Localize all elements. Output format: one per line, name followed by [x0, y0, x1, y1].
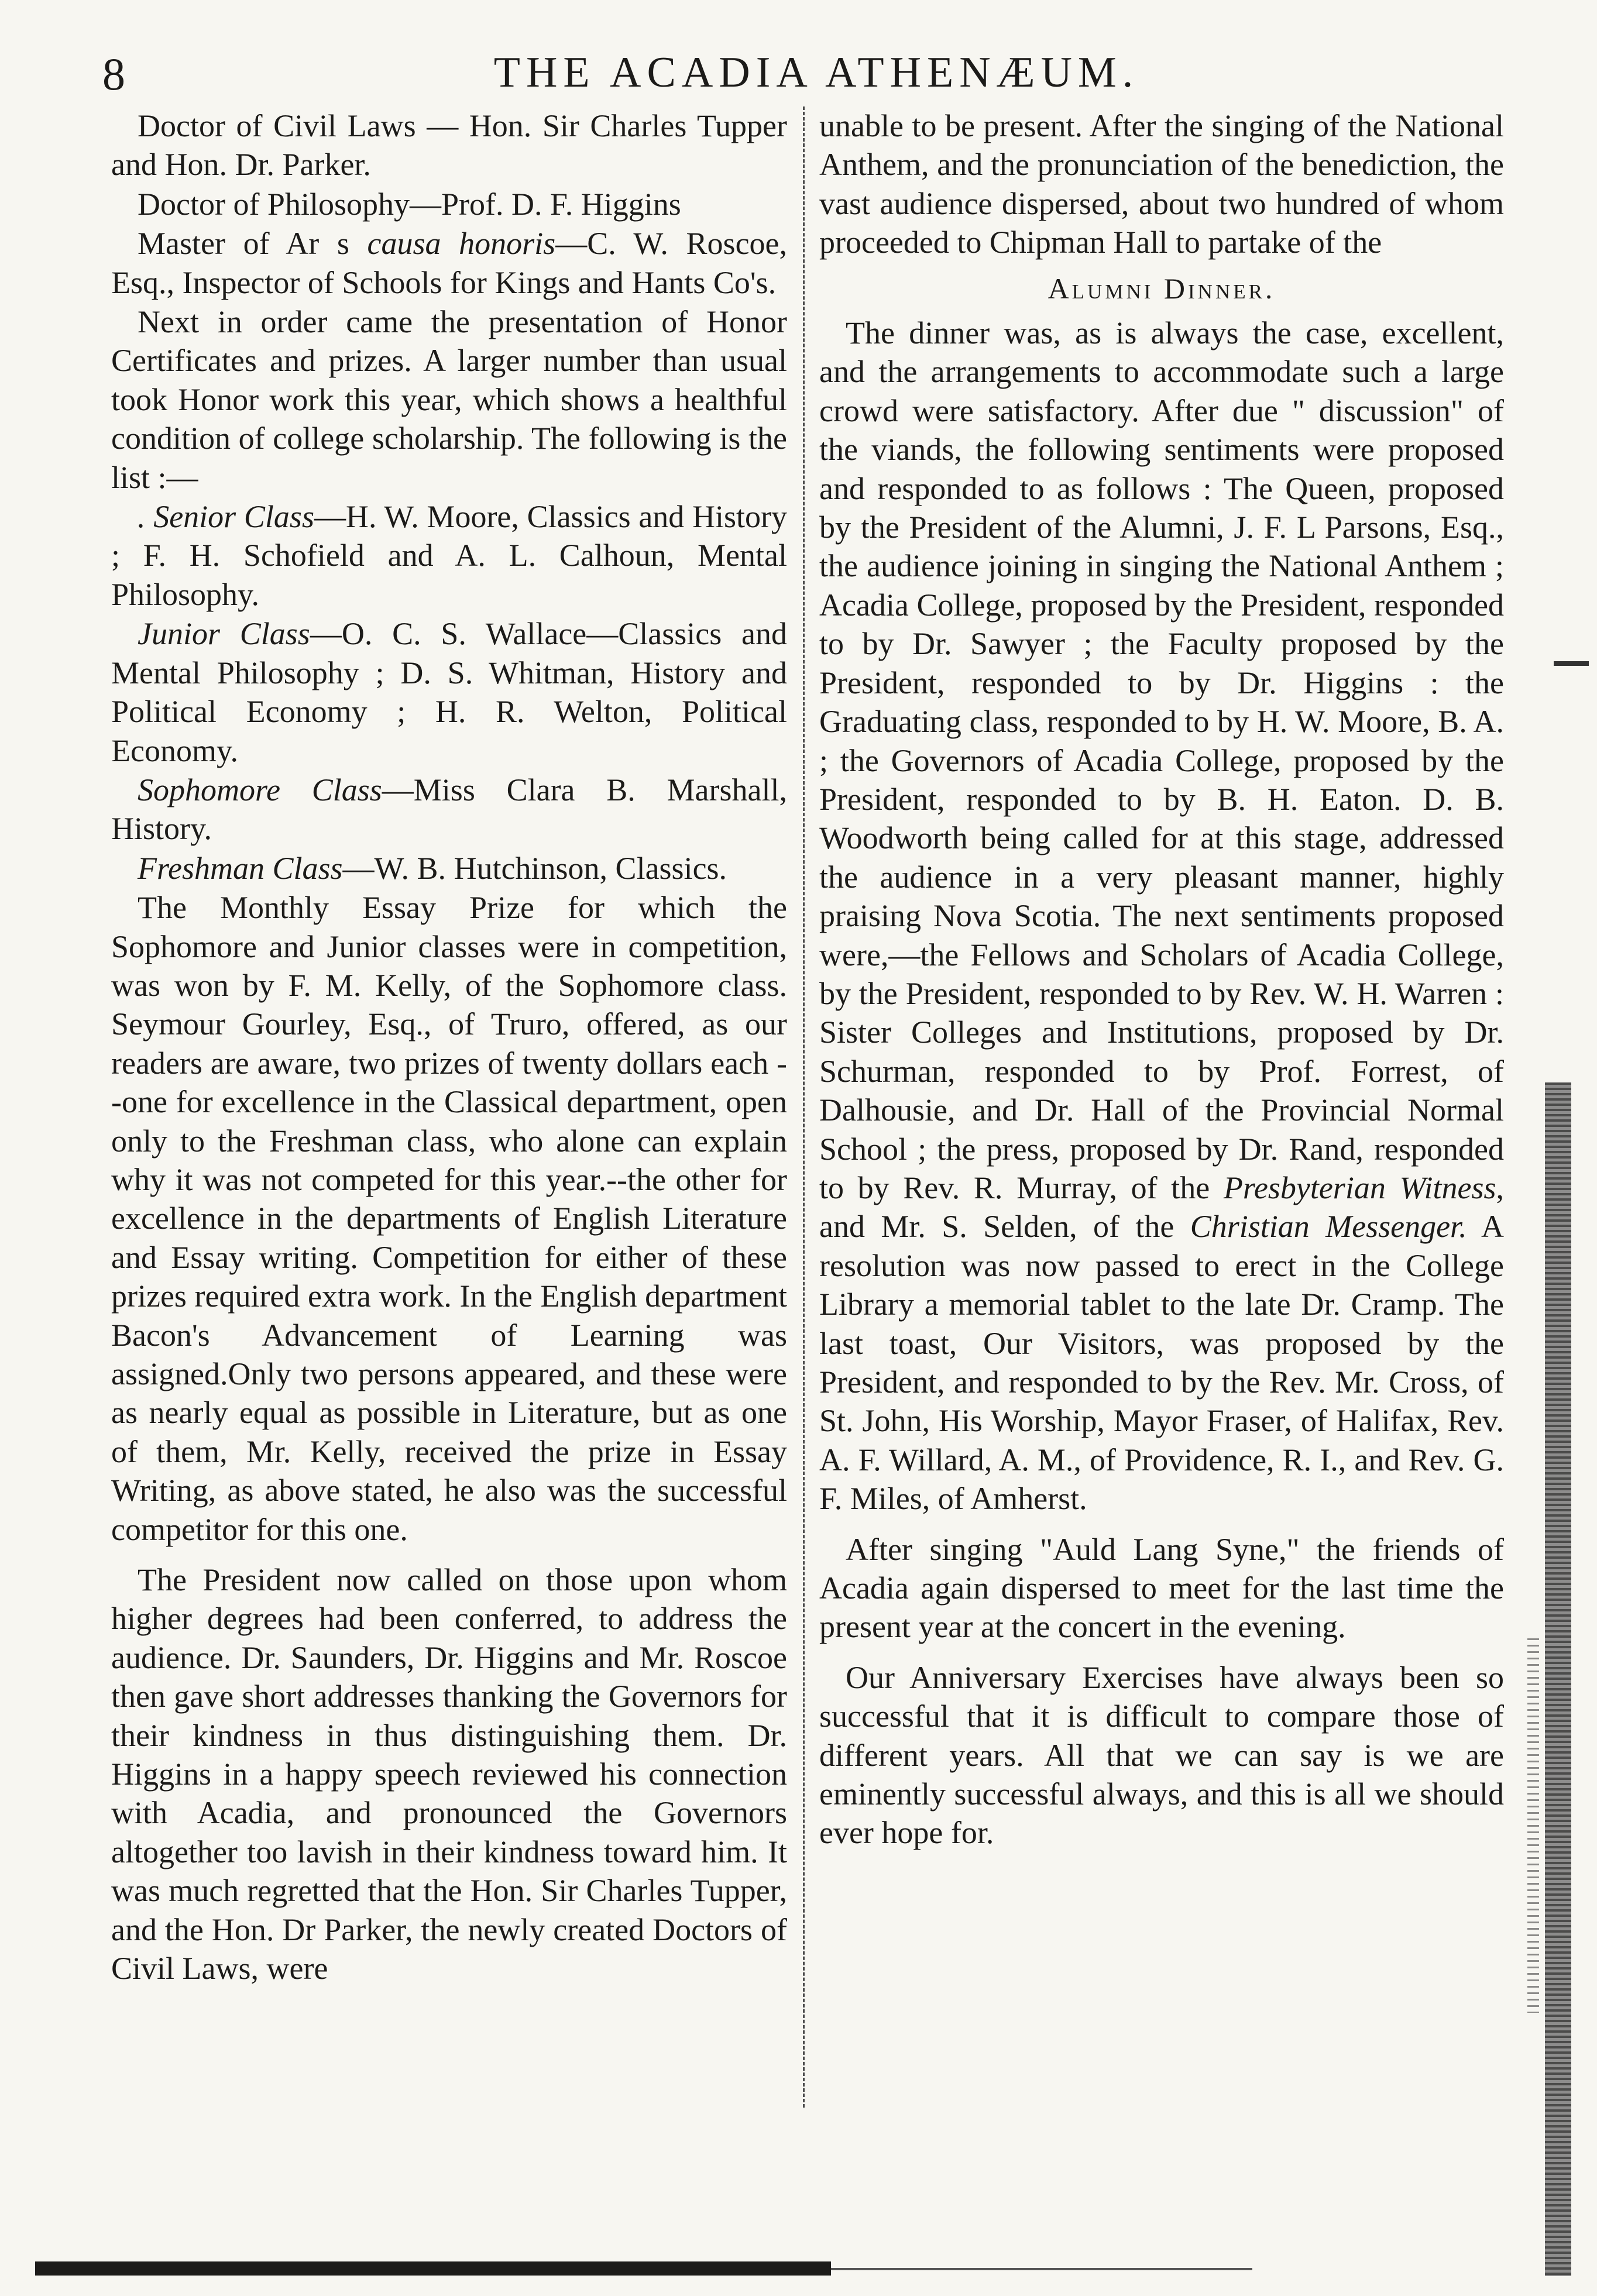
left-column [111, 106, 787, 1988]
alumni-dinner-heading: Alumni Dinner. [1048, 271, 1276, 305]
senior-class-label: . Senior Class [138, 499, 314, 535]
degree-philosophy: Doctor of Philosophy—Prof. D. F. Higgins [138, 186, 681, 222]
degree-master-rest: —C. W. Roscoe, Esq., Inspector of Schools for Kings and Hants Co's. [111, 226, 788, 300]
scan-edge-mark [1554, 661, 1589, 666]
sophomore-class-text: —Miss Clara B. Marshall, History. [111, 772, 787, 847]
running-title: THE ACADIA ATHENÆUM. [493, 49, 1139, 97]
scan-edge-strip [1545, 1082, 1571, 2276]
auld-lang-syne-paragraph: After singing "Auld Lang Syne," the friends of Acadia again dispersed to meet for the last time the present year at the concert in the evening. [819, 1531, 1504, 1645]
senior-class-entry [111, 497, 787, 614]
junior-class-label: Junior Class [138, 616, 310, 652]
presbyterian-witness-italic: Presbyterian Witness [1223, 1170, 1496, 1205]
causa-honoris-italic: causa honoris [367, 226, 556, 262]
degree-civil-laws: Doctor of Civil Laws — Hon. Sir Charles Tupper and Hon. Dr. Parker. [111, 108, 787, 183]
christian-messenger-italic: Christian Messenger. [1190, 1209, 1467, 1245]
dinner-text-c: A resolution was now passed to erect in the College Library a memorial tablet to the late Dr. Cramp. The last toast, Our Visitors, was proposed by the President, and responded to by the Rev. Mr. Cross, of St. John, His Worship, Mayor Fraser, of Halifax, Rev. A. F. Willard, A. M., of Providence, R. I., and Rev. G. F. Miles, of Amherst. [819, 1209, 1504, 1517]
dinner-text-b: , and Mr. S. Selden, of the [819, 1170, 1504, 1245]
sophomore-class-label: Sophomore Class [138, 772, 382, 807]
president-address-paragraph: The President now called on those upon whom higher degrees had been conferred, to address the audience. Dr. Saunders, Dr. Higgins and Mr. Roscoe then gave short addresses thanking the Governors for their kindness in thus distinguishing them. Dr. Higgins in a happy speech reviewed his connection with Acadia, and pronounced the Governors altogether too lavish in their kindness toward him. It was much regretted that the Hon. Sir Charles Tupper, and the Hon. Dr Parker, the newly created Doctors of Civil Laws, were [111, 1562, 787, 1986]
honor-certificates-paragraph: Next in order came the presentation of Honor Certificates and prizes. A larger number than usual took Honor work this year, which shows a healthful condition of college scholarship. The following is the list :— [111, 304, 787, 495]
dinner-text-a: The dinner was, as is always the case, excellent, and the arrangements to accommodate such a large crowd were satisfactory. After due " discussion" of the viands, the following sentiments were proposed and responded to as follows : The Queen, proposed by the President of the Alumni, J. F. L Parsons, Esq., the audience joining in singing the National Anthem ; Acadia College, proposed by the President, responded to by Dr. Sawyer ; the Faculty proposed by the President, responded to by Dr. Higgins : the Graduating class, responded to by H. W. Moore, B. A. ; the Governors of Acadia College, proposed by the President, responded to by B. H. Eaton. D. B. Woodworth being called for at this stage, addressed the audience in a very pleasant manner, highly praising Nova Scotia. The next sentiments proposed were,—the Fellows and Scholars of Acadia College, by the President, responded to by Rev. W. H. Warren : Sister Colleges and Institutions, proposed by Dr. Schurman, responded to by Prof. Forrest, of Dalhousie, and Dr. Hall of the Provincial Normal School ; the press, proposed by Dr. Rand, responded to by Rev. R. Murray, of the [819, 315, 1504, 1205]
bottom-rule [35, 2261, 831, 2276]
junior-class-entry [111, 614, 787, 770]
continued-paragraph: unable to be present. After the singing of the National Anthem, and the pronunciation of the benediction, the vast audience dispersed, about two hundred of whom proceeded to Chipman Hall to partake of the [819, 108, 1504, 260]
bottom-rule-thin [831, 2268, 1252, 2270]
dinner-paragraph [819, 314, 1504, 1518]
anniversary-paragraph: Our Anniversary Exercises have always been so successful that it is difficult to compare those of different years. All that we can say is we are eminently successful always, and this is all we should ever hope for. [819, 1659, 1504, 1851]
degree-master-prefix: Master of Ar s [138, 226, 368, 262]
column-divider [803, 106, 805, 2108]
right-column [819, 106, 1504, 1852]
page-number: 8 [102, 49, 126, 99]
senior-class-text: —H. W. Moore, Classics and History ; F. H. Schofield and A. L. Calhoun, Mental Philosophy. [111, 499, 787, 612]
degree-master-of-arts [111, 224, 787, 302]
freshman-class-entry [111, 849, 787, 888]
essay-prize-paragraph: The Monthly Essay Prize for which the Sophomore and Junior classes were in competition, was won by F. M. Kelly, of the Sophomore class. Seymour Gourley, Esq., of Truro, offered, as our readers are aware, two prizes of twenty dollars each --one for excellence in the Classical department, open only to the Freshman class, who alone can explain why it was not competed for this year.--the other for excellence in the departments of English Literature and Essay writing. Competition for either of these prizes required extra work. In the English department Bacon's Advancement of Learning was assigned.Only two persons appeared, and these were as nearly equal as possible in Literature, but as one of them, Mr. Kelly, received the prize in Essay Writing, as above stated, he also was the successful competitor for this one. [111, 890, 787, 1547]
sophomore-class-entry [111, 771, 787, 848]
junior-class-text: —O. C. S. Wallace—Classics and Mental Philosophy ; D. S. Whitman, History and Political Economy ; H. R. Welton, Political Economy. [111, 616, 788, 768]
page-header [102, 42, 1530, 106]
freshman-class-label: Freshman Class [138, 850, 343, 886]
freshman-class-text: —W. B. Hutchinson, Classics. [342, 850, 727, 886]
scan-edge-noise [1527, 1638, 1539, 2013]
